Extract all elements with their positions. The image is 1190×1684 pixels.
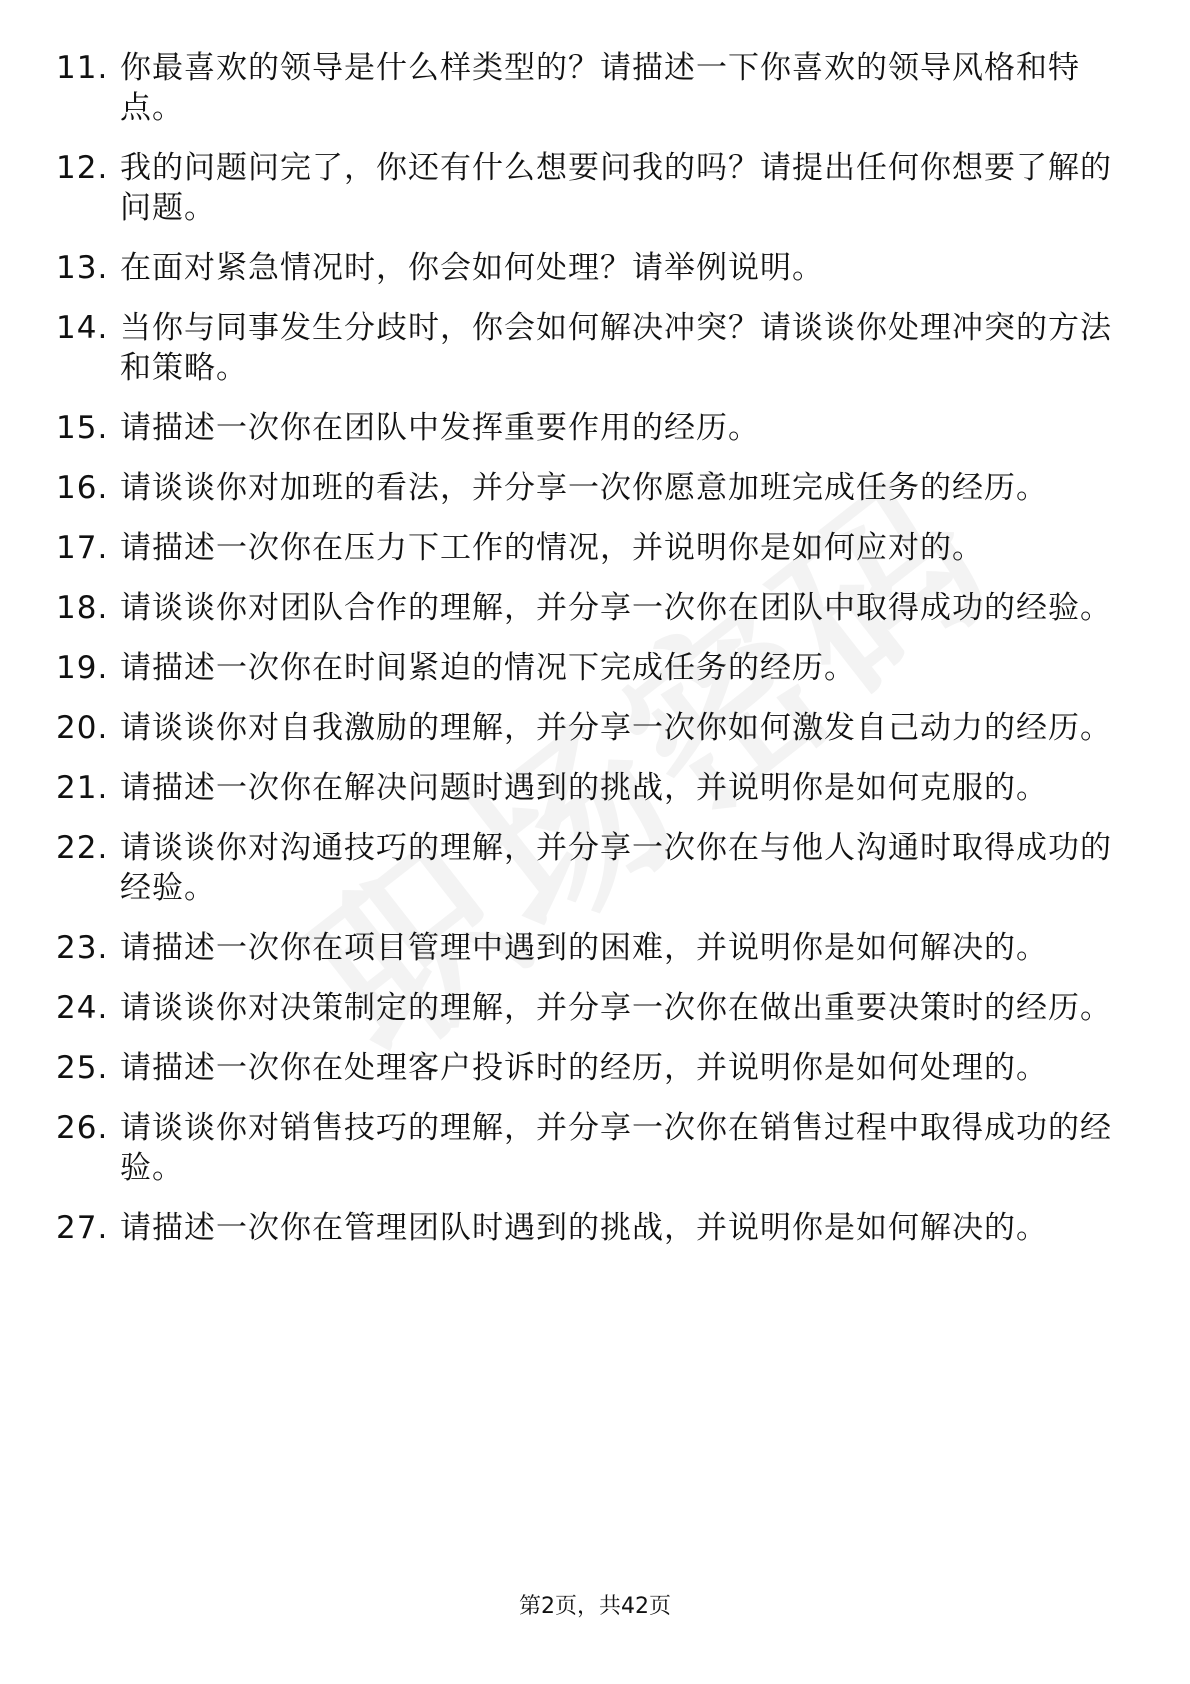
- question-text: 请描述一次你在管理团队时遇到的挑战，并说明你是如何解决的。: [120, 1210, 1048, 1246]
- question-text: 请描述一次你在团队中发挥重要作用的经历。: [120, 410, 760, 446]
- list-item: [56, 828, 1116, 908]
- question-number: 20.: [56, 710, 109, 746]
- list-item: [56, 308, 1116, 388]
- list-item: [56, 928, 1116, 968]
- list-item: [56, 988, 1116, 1028]
- question-number: 21.: [56, 770, 109, 806]
- question-number: 13.: [56, 250, 109, 286]
- question-list: [56, 48, 1116, 1268]
- question-number: 17.: [56, 530, 109, 566]
- list-item: [56, 708, 1116, 748]
- question-number: 18.: [56, 590, 109, 626]
- question-text: 请谈谈你对沟通技巧的理解，并分享一次你在与他人沟通时取得成功的经验。: [120, 830, 1112, 906]
- question-text: 请描述一次你在时间紧迫的情况下完成任务的经历。: [120, 650, 856, 686]
- question-number: 25.: [56, 1050, 109, 1086]
- question-number: 12.: [56, 150, 109, 186]
- question-text: 请谈谈你对自我激励的理解，并分享一次你如何激发自己动力的经历。: [120, 710, 1112, 746]
- page-footer: [0, 1592, 1190, 1622]
- list-item: [56, 588, 1116, 628]
- list-item: [56, 148, 1116, 228]
- question-text: 请描述一次你在处理客户投诉时的经历，并说明你是如何处理的。: [120, 1050, 1048, 1086]
- list-item: [56, 248, 1116, 288]
- question-text: 请谈谈你对销售技巧的理解，并分享一次你在销售过程中取得成功的经验。: [120, 1110, 1112, 1186]
- question-number: 26.: [56, 1110, 109, 1146]
- question-number: 19.: [56, 650, 109, 686]
- list-item: [56, 1108, 1116, 1188]
- question-number: 23.: [56, 930, 109, 966]
- question-text: 请谈谈你对加班的看法，并分享一次你愿意加班完成任务的经历。: [120, 470, 1048, 506]
- list-item: [56, 648, 1116, 688]
- question-text: 在面对紧急情况时，你会如何处理？请举例说明。: [120, 250, 824, 286]
- list-item: [56, 48, 1116, 128]
- question-text: 请谈谈你对团队合作的理解，并分享一次你在团队中取得成功的经验。: [120, 590, 1112, 626]
- question-text: 当你与同事发生分歧时，你会如何解决冲突？请谈谈你处理冲突的方法和策略。: [120, 310, 1112, 386]
- question-text: 请描述一次你在解决问题时遇到的挑战，并说明你是如何克服的。: [120, 770, 1048, 806]
- question-number: 11.: [56, 50, 109, 86]
- question-number: 24.: [56, 990, 109, 1026]
- question-text: 请谈谈你对决策制定的理解，并分享一次你在做出重要决策时的经历。: [120, 990, 1112, 1026]
- question-number: 27.: [56, 1210, 109, 1246]
- question-number: 16.: [56, 470, 109, 506]
- list-item: [56, 408, 1116, 448]
- list-item: [56, 468, 1116, 508]
- list-item: [56, 528, 1116, 568]
- page-number-label: 第2页，共42页: [519, 1594, 671, 1619]
- list-item: [56, 1048, 1116, 1088]
- list-item: [56, 768, 1116, 808]
- question-text: 我的问题问完了，你还有什么想要问我的吗？请提出任何你想要了解的问题。: [120, 150, 1112, 226]
- list-item: [56, 1208, 1116, 1248]
- question-text: 请描述一次你在项目管理中遇到的困难，并说明你是如何解决的。: [120, 930, 1048, 966]
- question-number: 15.: [56, 410, 109, 446]
- question-number: 14.: [56, 310, 109, 346]
- question-text: 请描述一次你在压力下工作的情况，并说明你是如何应对的。: [120, 530, 984, 566]
- question-number: 22.: [56, 830, 109, 866]
- question-text: 你最喜欢的领导是什么样类型的？请描述一下你喜欢的领导风格和特点。: [120, 50, 1080, 126]
